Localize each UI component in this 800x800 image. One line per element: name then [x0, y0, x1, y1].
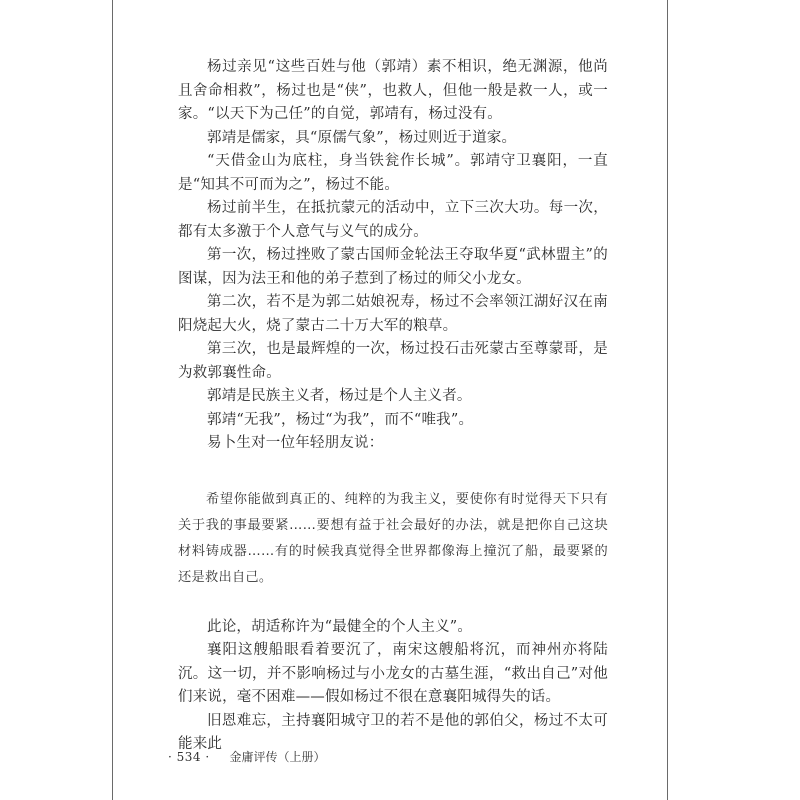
paragraph: 襄阳这艘船眼看着要沉了，南宋这艘船将沉，而神州亦将陆沉。这一切，并不影响杨过与小龙女的古墓生涯，“救出自己”对他们来说，毫不困难——假如杨过不很在意襄阳城得失的话。 [178, 642, 608, 705]
paragraph: 郭靖是民族主义者，杨过是个人主义者。 [207, 388, 472, 404]
paragraph: “天借金山为底柱，身当铁瓮作长城”。郭靖守卫襄阳，一直是“知其不可而为之”，杨过不能。 [178, 153, 608, 193]
page-number: · 534 · [168, 750, 210, 764]
paragraph: 杨过亲见“这些百姓与他（郭靖）素不相识，绝无渊源，他尚且舍命相救”，杨过也是“侠”，也救人，但他一般是救一人，或一家。“以天下为己任”的自觉，郭靖有，杨过没有。 [178, 59, 608, 122]
paragraph: 郭靖“无我”，杨过“为我”，而不“唯我”。 [207, 411, 474, 428]
paragraph: 第一次，杨过挫败了蒙古国师金轮法王夺取华夏“武林盟主”的图谋，因为法王和他的弟子惹到了杨过的师父小龙女。 [178, 247, 608, 287]
paragraph: 旧恩难忘，主持襄阳城守卫的若不是他的郭伯父，杨过不太可能来此 [178, 712, 608, 752]
quote-text: 希望你能做到真正的、纯粹的为我主义，要使你有时觉得天下只有关于我的事最要紧……要想有益于社会最好的办法，就是把你自己这块材料铸成器……有的时候我真觉得全世界都像海上撞沉了船，最要紧的还是救出自己。 [178, 491, 608, 585]
page-right-edge-line [667, 0, 668, 800]
paragraph: 易卜生对一位年轻朋友说： [207, 435, 384, 451]
page-left-edge-line [112, 0, 113, 800]
page-body [178, 56, 608, 757]
book-title: 金庸评传（上册） [229, 750, 326, 764]
paragraph: 郭靖是儒家，具“原儒气象”，杨过则近于道家。 [207, 129, 517, 146]
block-quote [178, 487, 608, 591]
paragraph: 此论，胡适称许为“最健全的个人主义”。 [207, 618, 473, 635]
page-footer [168, 748, 326, 765]
paragraph: 第二次，若不是为郭二姑娘祝寿，杨过不会率领江湖好汉在南阳烧起大火，烧了蒙古二十万大军的粮草。 [178, 294, 608, 334]
paragraph: 杨过前半生，在抵抗蒙元的活动中，立下三次大功。每一次，都有太多激于个人意气与义气的成分。 [178, 200, 608, 240]
paragraph: 第三次，也是最辉煌的一次，杨过投石击死蒙古至尊蒙哥，是为救郭襄性命。 [178, 341, 608, 381]
